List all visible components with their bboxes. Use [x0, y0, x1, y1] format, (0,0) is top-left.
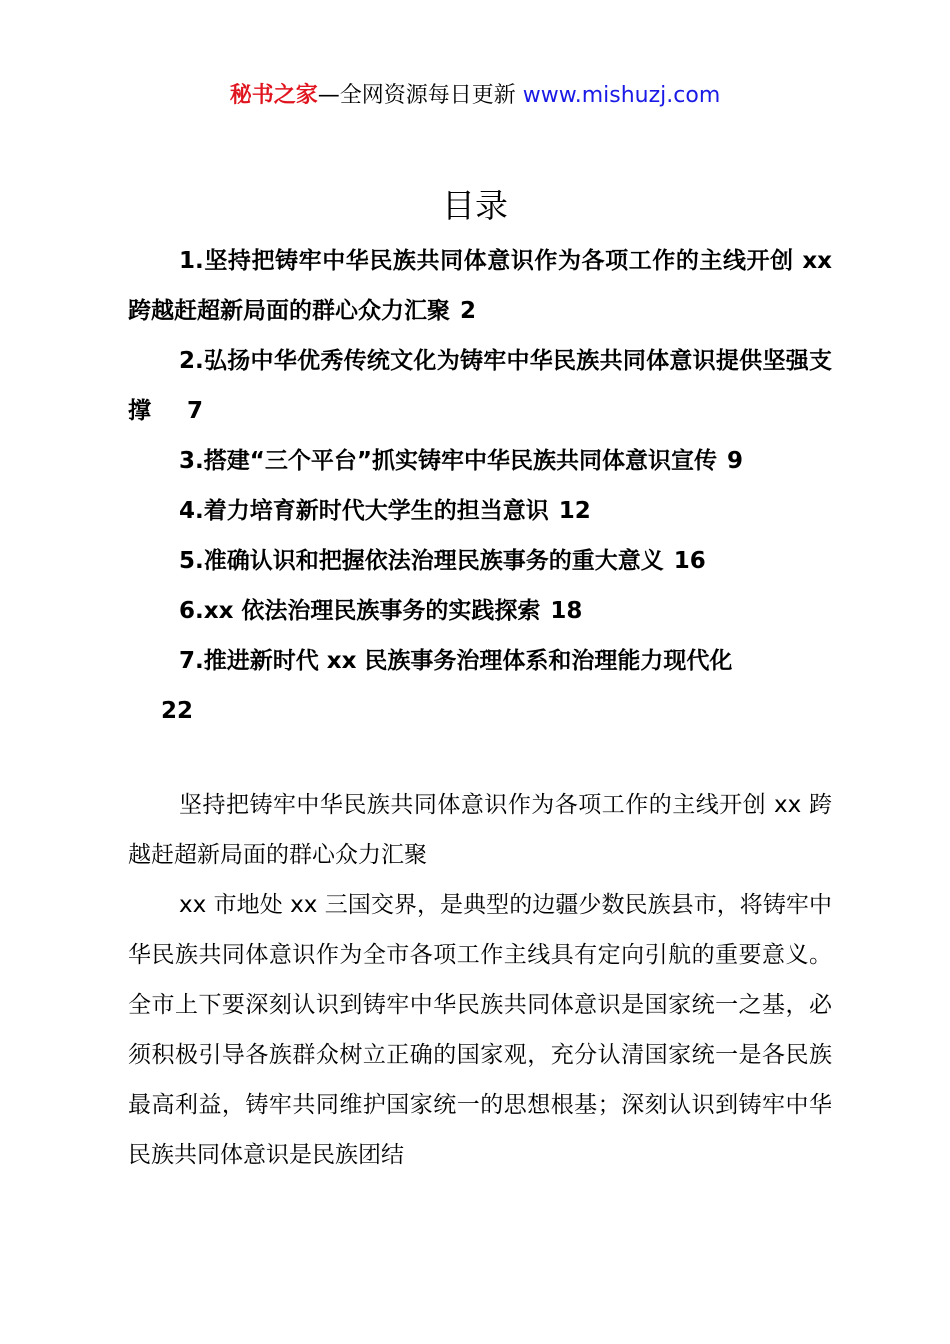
toc-entry-text: 7.推进新时代 xx 民族事务治理体系和治理能力现代化 — [179, 648, 733, 674]
toc-entry-text: 2.弘扬中华优秀传统文化为铸牢中华民族共同体意识提供坚强支撑 — [128, 348, 832, 424]
toc-entry-text: 6.xx 依法治理民族事务的实践探索 — [179, 598, 541, 624]
toc-entry-6[interactable] — [128, 586, 832, 636]
toc-page-number: 12 — [558, 498, 591, 524]
body-paragraph: xx 市地处 xx 三国交界，是典型的边疆少数民族县市，将铸牢中华民族共同体意识作为全市各项工作主线具有定向引航的重要意义。全市上下要深刻认识到铸牢中华民族共同体意识是国家统一之基，必须积极引导各族群众树立正确的国家观，充分认清国家统一是各民族最高利益，铸牢共同维护国家统一的思想根基；深刻认识到铸牢中华民族共同体意识是民族团结 — [128, 892, 832, 1168]
toc-entry-7-page[interactable] — [128, 686, 832, 736]
toc-entry-4[interactable] — [128, 486, 832, 536]
site-url-link[interactable]: www.mishuzj.com — [522, 83, 721, 108]
toc-entry-text: 5.准确认识和把握依法治理民族事务的重大意义 — [179, 548, 664, 574]
toc-entry-3[interactable] — [128, 436, 832, 486]
table-of-contents — [128, 236, 832, 736]
toc-page-number: 16 — [673, 548, 706, 574]
toc-page-number: 22 — [161, 698, 194, 724]
toc-entry-1[interactable] — [128, 236, 832, 336]
page-title: 目录 — [442, 186, 508, 225]
toc-entry-text: 1.坚持把铸牢中华民族共同体意识作为各项工作的主线开创 xx 跨越赶超新局面的群心众力汇聚 — [128, 248, 832, 324]
site-header — [0, 80, 950, 112]
document-body — [128, 780, 832, 1180]
toc-entry-text: 3.搭建“三个平台”抓实铸牢中华民族共同体意识宣传 — [179, 448, 717, 474]
toc-page-number: 7 — [187, 398, 204, 424]
toc-entry-text: 4.着力培育新时代大学生的担当意识 — [179, 498, 549, 524]
header-tagline: —全网资源每日更新 — [317, 83, 523, 108]
toc-page-number: 18 — [550, 598, 583, 624]
toc-entry-2[interactable] — [128, 336, 832, 436]
toc-entry-5[interactable] — [128, 536, 832, 586]
toc-page-number: 2 — [460, 298, 477, 324]
toc-page-number: 9 — [726, 448, 743, 474]
toc-entry-7[interactable] — [128, 636, 832, 686]
brand-name: 秘书之家 — [229, 83, 318, 108]
section-heading: 坚持把铸牢中华民族共同体意识作为各项工作的主线开创 xx 跨越赶超新局面的群心众力汇聚 — [128, 792, 832, 868]
